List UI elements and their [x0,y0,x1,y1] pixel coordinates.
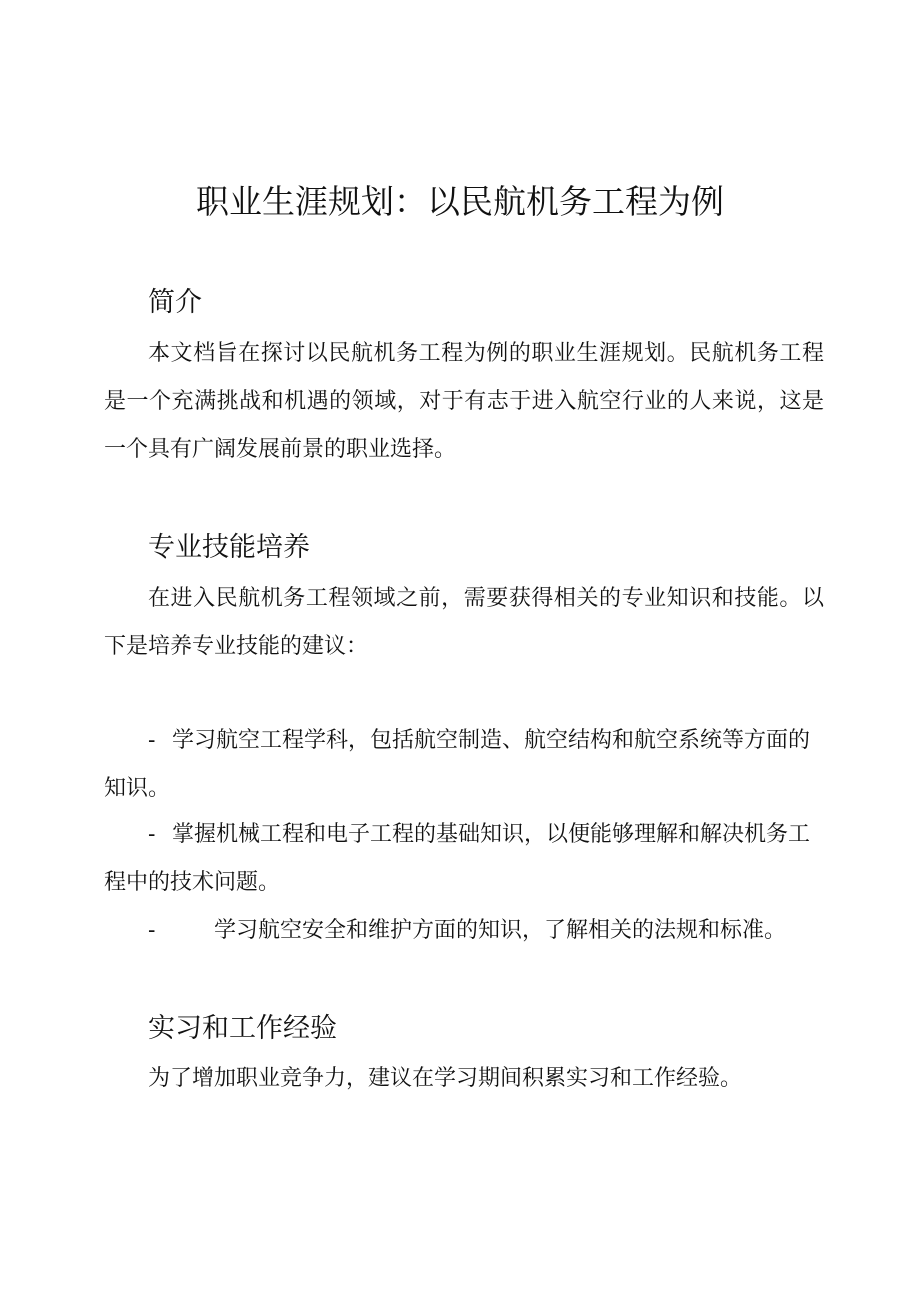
document-title: 职业生涯规划：以民航机务工程为例 [196,182,724,221]
list-item [104,811,824,907]
list-item-text: 学习航空安全和维护方面的知识，了解相关的法规和标准。 [214,918,787,943]
bullet-dash: - [148,728,156,753]
section-heading-internship: 实习和工作经验 [148,1013,337,1044]
section-paragraph-internship: 为了增加职业竞争力，建议在学习期间积累实习和工作经验。 [148,1066,743,1091]
section-paragraph-skills: 在进入民航机务工程领域之前，需要获得相关的专业知识和技能。以下是培养专业技能的建议： [104,586,824,659]
list-item [104,907,824,955]
section-heading-intro: 简介 [148,287,202,318]
section-heading-skills: 专业技能培养 [148,532,310,563]
section-paragraph-intro: 本文档旨在探讨以民航机务工程为例的职业生涯规划。民航机务工程是一个充满挑战和机遇的领域，对于有志于进入航空行业的人来说，这是一个具有广阔发展前景的职业选择。 [104,341,824,462]
list-item [104,717,824,813]
bullet-dash: - [148,822,156,847]
list-item-text: 学习航空工程学科，包括航空制造、航空结构和航空系统等方面的知识。 [104,728,811,801]
bullet-dash: - [148,918,156,943]
list-item-text: 掌握机械工程和电子工程的基础知识，以便能够理解和解决机务工程中的技术问题。 [104,822,811,895]
